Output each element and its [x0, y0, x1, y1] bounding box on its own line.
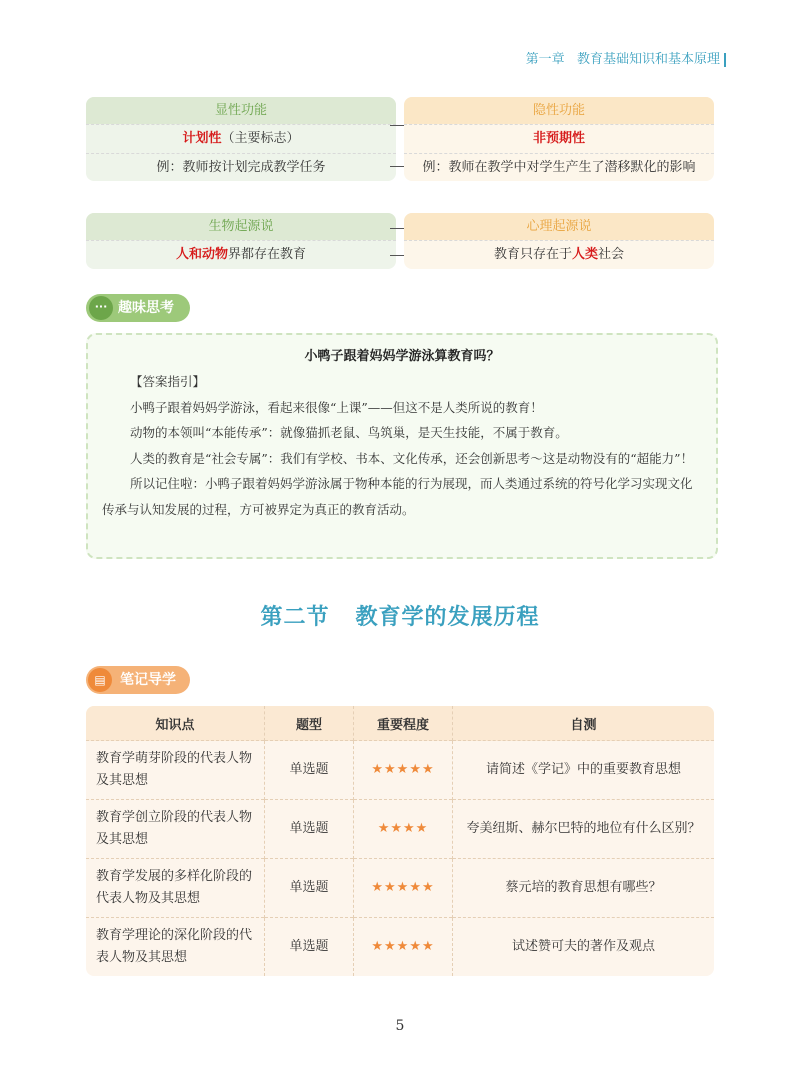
page-number: 5 [395, 1018, 405, 1034]
self-test-cell: 蔡元培的教育思想有哪些？ [453, 859, 715, 918]
psychological-origin-box [404, 213, 714, 269]
psychological-origin-post: 社会 [598, 247, 625, 262]
section-heading [0, 600, 800, 631]
think-question: 小鸭子跟着妈妈学游泳算教育吗？ [304, 349, 500, 364]
books-icon: ▤ [88, 668, 112, 692]
think-paragraph: 小鸭子跟着妈妈学游泳，看起来很像“上课”——但这不是人类所说的教育！ [130, 399, 543, 415]
table-row [86, 859, 714, 918]
header-chapter: 第一章 [525, 52, 565, 67]
self-test-cell: 试述赞可夫的著作及观点 [453, 918, 715, 977]
implicit-function-head: 隐性功能 [404, 97, 714, 124]
topic-cell: 教育学创立阶段的代表人物及其思想 [86, 800, 265, 859]
psychological-origin-pre: 教育只存在于 [493, 247, 572, 262]
think-paragraph: 动物的本领叫“本能传承”：就像猫抓老鼠、鸟筑巢，是天生技能，不属于教育。 [130, 425, 568, 440]
psychological-origin-em: 人类 [571, 247, 598, 262]
think-paragraph: 所以记住啦：小鸭子跟着妈妈学游泳属于物种本能的行为展现，而人类通过系统的符号化学习实现文化传承与认知发展的过程，方可被界定为真正的教育活动。 [102, 476, 693, 517]
self-test-cell: 请简述《学记》中的重要教育思想 [453, 741, 715, 800]
implicit-function-box [404, 97, 714, 181]
topic-cell: 教育学理论的深化阶段的代表人物及其思想 [86, 918, 265, 977]
biological-origin-rest: 界都存在教育 [228, 247, 307, 262]
explicit-function-head: 显性功能 [86, 97, 396, 124]
type-cell: 单选题 [265, 859, 354, 918]
star-rating: ★★★★★ [354, 918, 453, 977]
self-test-cell: 夸美纽斯、赫尔巴特的地位有什么区别？ [453, 800, 715, 859]
star-rating: ★★★★ [354, 800, 453, 859]
think-paragraph: 人类的教育是“社会专属”：我们有学校、书本、文化传承，还会创新思考～这是动物没有的“超能力”！ [130, 450, 694, 466]
fun-thinking-label: 趣味思考 [118, 300, 174, 316]
running-header [526, 48, 726, 67]
header-title: 教育基础知识和基本原理 [576, 52, 720, 67]
type-cell: 单选题 [265, 918, 354, 977]
explicit-function-box [86, 97, 396, 181]
think-answer-label: 【答案指引】 [130, 374, 206, 389]
table-header-row [86, 706, 714, 741]
table-row [86, 918, 714, 977]
table-row [86, 741, 714, 800]
biological-origin-box [86, 213, 396, 269]
think-body [102, 369, 702, 522]
biological-origin-em: 人和动物 [175, 247, 228, 262]
table-header: 知识点 [86, 706, 265, 741]
implicit-function-example: 例：教师在教学中对学生产生了潜移默化的影响 [404, 153, 714, 181]
table-row [86, 800, 714, 859]
header-bar [724, 53, 726, 67]
table-header: 重要程度 [354, 706, 453, 741]
biological-origin-text [86, 240, 396, 269]
star-rating: ★★★★★ [354, 741, 453, 800]
topic-cell: 教育学萌芽阶段的代表人物及其思想 [86, 741, 265, 800]
explicit-function-em: 计划性 [182, 131, 222, 146]
type-cell: 单选题 [265, 800, 354, 859]
implicit-function-em: 非预期性 [532, 131, 585, 146]
explicit-function-example: 例：教师按计划完成教学任务 [86, 153, 396, 181]
chat-bubble-icon: ··· [89, 296, 113, 320]
table-header: 题型 [265, 706, 354, 741]
star-rating: ★★★★★ [354, 859, 453, 918]
type-cell: 单选题 [265, 741, 354, 800]
notes-guide-label: 笔记导学 [120, 672, 176, 688]
psychological-origin-text [404, 240, 714, 269]
notes-guide-tag [86, 666, 190, 694]
explicit-function-rest: （主要标志） [221, 131, 300, 146]
explicit-function-feature [86, 124, 396, 153]
topic-cell: 教育学发展的多样化阶段的代表人物及其思想 [86, 859, 265, 918]
section-title: 教育学的发展历程 [355, 605, 540, 630]
implicit-function-feature [404, 124, 714, 153]
fun-thinking-box [86, 333, 718, 559]
psychological-origin-head: 心理起源说 [404, 213, 714, 240]
biological-origin-head: 生物起源说 [86, 213, 396, 240]
section-number: 第二节 [260, 605, 330, 630]
notes-table [86, 706, 714, 976]
table-header: 自测 [453, 706, 715, 741]
fun-thinking-tag [86, 294, 190, 322]
